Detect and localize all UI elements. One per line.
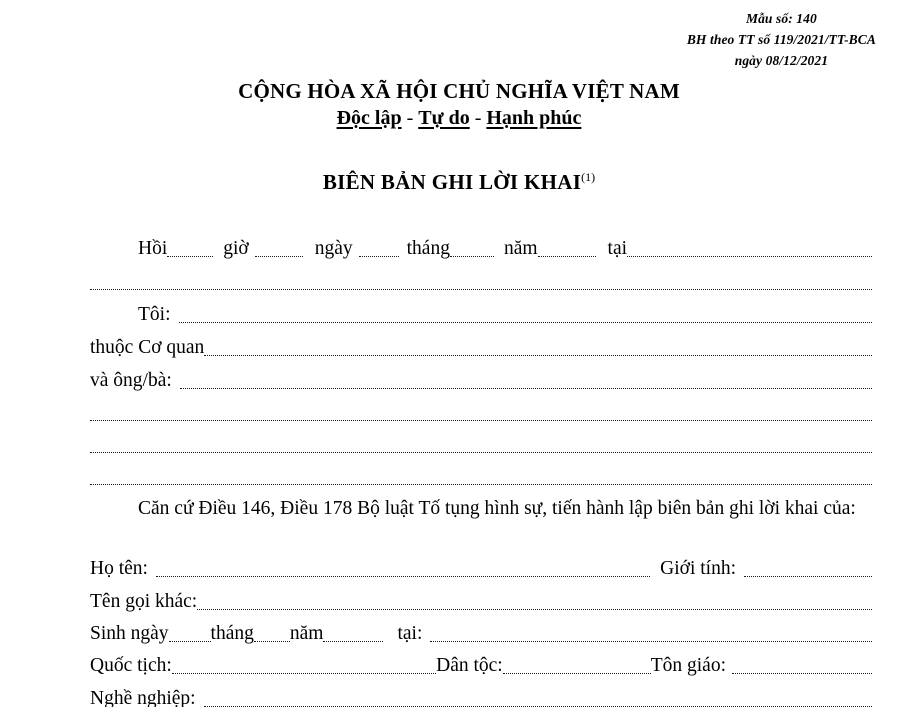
label-ngay: ngày [314,238,353,259]
label-ho-ten: Họ tên: [90,558,148,579]
label-gio: giờ [223,238,249,259]
blank-dotted-row[interactable] [90,451,872,453]
legal-basis-paragraph [90,493,872,524]
occupation-row [90,686,872,707]
label-birth-thang: tháng [210,623,254,644]
field-religion[interactable] [732,673,872,674]
field-day[interactable] [359,256,399,257]
label-thang: tháng [406,238,450,259]
label-nam: năm [503,238,538,259]
field-ethnicity[interactable] [503,673,651,674]
field-month[interactable] [450,256,494,257]
motto-freedom: Tự do [418,107,470,129]
birth-row [90,621,872,647]
form-number-line: Mẫu số: 140 [745,11,817,26]
label-nghe-nghiep: Nghề nghiệp: [90,688,196,707]
label-dan-toc: Dân tộc: [436,655,503,676]
field-other-person[interactable] [180,388,872,389]
motto-happiness: Hạnh phúc [486,107,582,129]
field-birth-place[interactable] [430,641,872,642]
national-heading [0,78,918,131]
form-number-block [687,8,876,71]
blank-dotted-row[interactable] [90,483,872,485]
legal-basis-text: Căn cứ Điều 146, Điều 178 Bộ luật Tố tụng hình sự, tiến hành lập biên bản ghi lời khai của: [138,498,856,519]
field-birth-year[interactable] [323,641,383,642]
field-birth-month[interactable] [254,641,290,642]
label-birth-tai: tại: [397,623,423,644]
label-quoc-tich: Quốc tịch: [90,655,172,676]
nationality-row [90,653,872,679]
label-gioi-tinh: Giới tính: [660,558,736,579]
form-date-line: ngày 08/12/2021 [734,53,829,68]
alias-row [90,589,872,615]
field-officer-name[interactable] [179,322,873,323]
label-va-ong-ba: và ông/bà: [90,370,172,391]
national-motto [0,105,918,131]
officer-name-line [90,302,872,328]
other-person-line [90,368,872,394]
field-alias[interactable] [197,609,872,610]
field-minute[interactable] [255,256,303,257]
field-year[interactable] [538,256,596,257]
field-location-continuation[interactable] [90,288,872,290]
label-ten-goi-khac: Tên gọi khác: [90,591,198,612]
blank-dotted-row[interactable] [90,419,872,421]
field-officer-agency[interactable] [204,355,872,356]
field-location[interactable] [627,256,872,257]
label-hoi: Hồi [138,238,168,259]
country-name: CỘNG HÒA XÃ HỘI CHỦ NGHĨA VIỆT NAM [238,79,680,103]
label-ton-giao: Tôn giáo: [650,655,726,676]
motto-separator-2: - [469,107,487,129]
label-sinh-ngay: Sinh ngày [90,623,169,644]
label-tai: tại [607,238,628,259]
label-thuoc-co-quan: thuộc Cơ quan [90,337,205,358]
label-toi: Tôi: [138,304,171,325]
time-place-line [90,236,872,262]
title-footnote-marker: (1) [581,170,596,184]
field-gender[interactable] [744,576,872,577]
full-name-row [90,556,872,582]
motto-independence: Độc lập [336,107,402,129]
form-circular-line: BH theo TT số 119/2021/TT-BCA [686,32,876,47]
field-nationality[interactable] [172,673,436,674]
motto-separator-1: - [401,107,419,129]
field-full-name[interactable] [156,576,650,577]
field-birth-day[interactable] [169,641,211,642]
field-hour[interactable] [167,256,213,257]
page-title-text: BIÊN BẢN GHI LỜI KHAI [322,170,582,194]
page-title [0,170,918,195]
label-birth-nam: năm [289,623,324,644]
officer-agency-line [90,335,872,361]
